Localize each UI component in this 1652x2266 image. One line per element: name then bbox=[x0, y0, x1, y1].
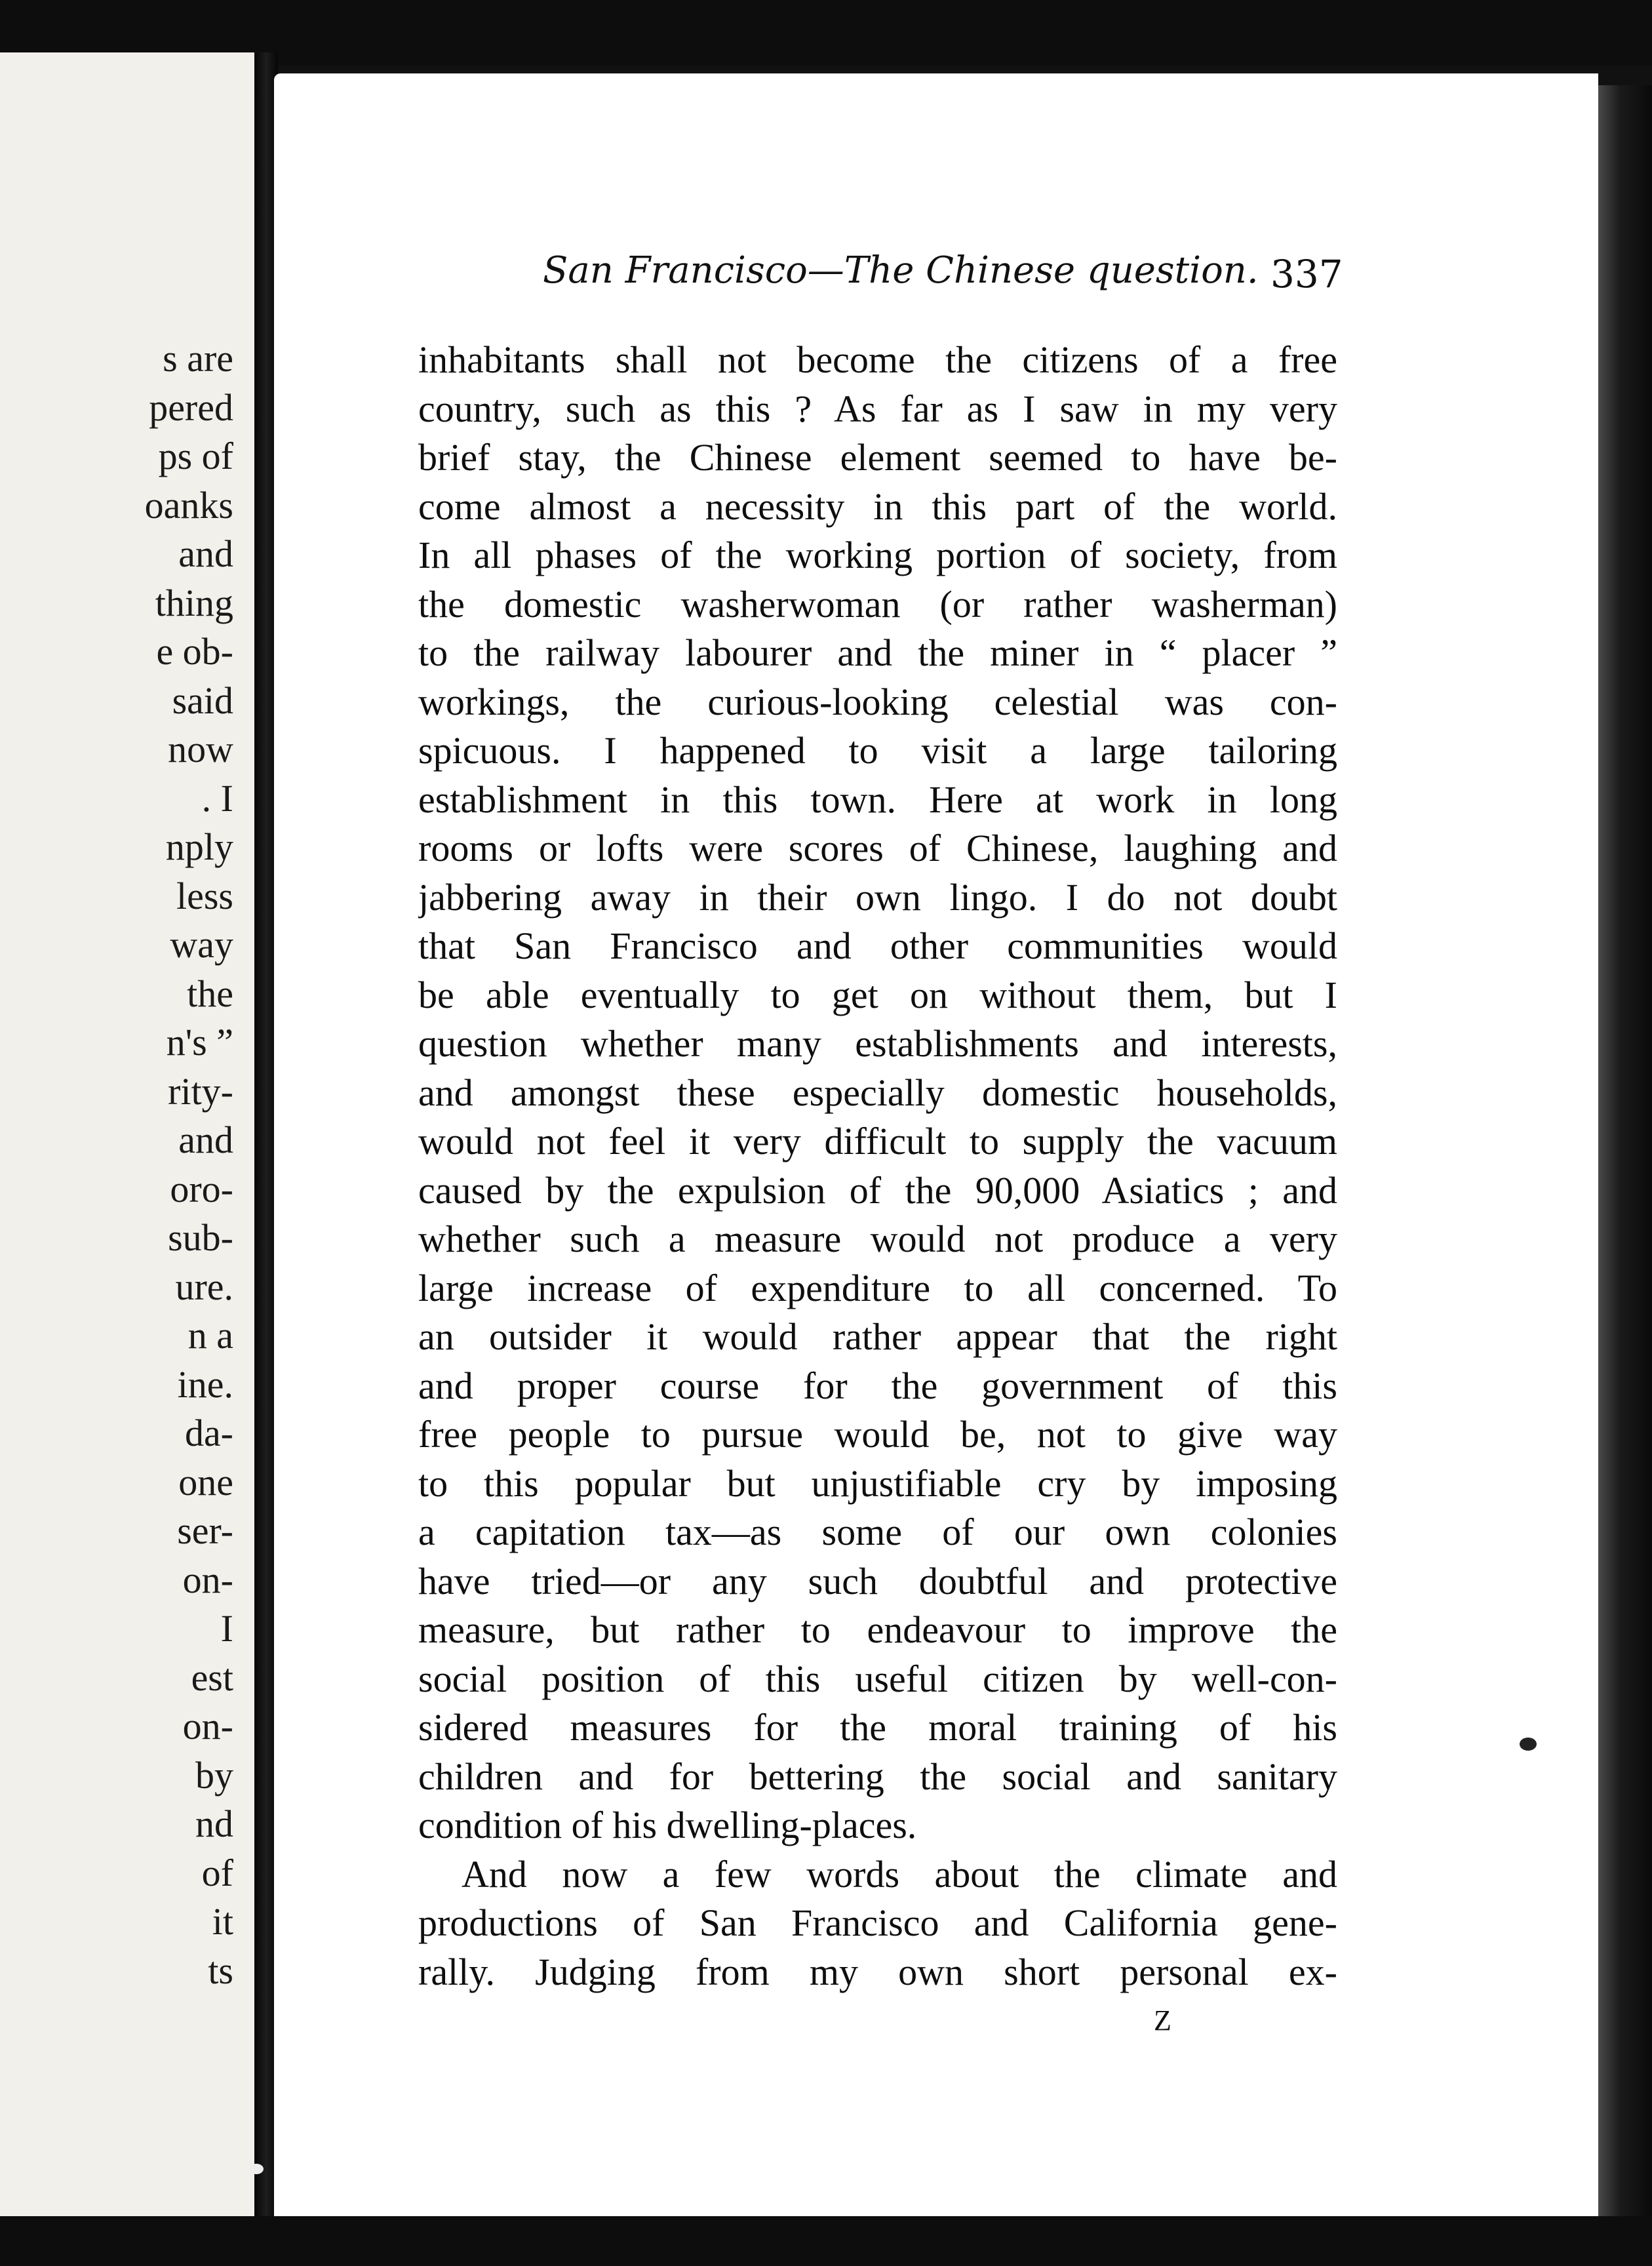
left-text-line: n's ” bbox=[166, 1021, 233, 1063]
ink-speck bbox=[1520, 1738, 1537, 1751]
left-text-line: ure. bbox=[175, 1265, 233, 1308]
text-line: country, such as this ? As far as I saw in my very bbox=[418, 387, 1337, 430]
left-text-line: ine. bbox=[177, 1362, 233, 1406]
left-text-line: and bbox=[178, 1119, 233, 1161]
left-text-line: said bbox=[172, 679, 233, 722]
text-line: a capitation tax—as some of our own colonies bbox=[418, 1511, 1337, 1553]
running-head: San Francisco—The Chinese question. bbox=[543, 249, 1259, 292]
text-line: rooms or lofts were scores of Chinese, laughing and bbox=[418, 827, 1337, 869]
body-text bbox=[418, 336, 1337, 1997]
left-text-line: . I bbox=[201, 776, 233, 820]
left-text-line: da- bbox=[184, 1412, 233, 1454]
left-text-line: nd bbox=[195, 1802, 233, 1845]
text-line: come almost a necessity in this part of the world. bbox=[418, 485, 1337, 528]
text-line: rally. Judging from my own short personal ex- bbox=[418, 1950, 1337, 1993]
text-line: workings, the curious-looking celestial was con- bbox=[418, 680, 1337, 723]
left-text-line: pered bbox=[149, 386, 233, 429]
left-text-line: the bbox=[187, 972, 233, 1015]
text-line: that San Francisco and other communities would bbox=[418, 924, 1337, 967]
text-line: the domestic washerwoman (or rather washerman) bbox=[418, 582, 1337, 626]
left-page-fragment bbox=[0, 52, 257, 2216]
left-text-line: by bbox=[195, 1753, 233, 1797]
text-line: to the railway labourer and the miner in “ placer ” bbox=[418, 631, 1337, 674]
text-line: be able eventually to get on without them, but I bbox=[418, 973, 1337, 1016]
left-text-line: est bbox=[191, 1656, 233, 1699]
text-line: productions of San Francisco and California gene- bbox=[418, 1901, 1337, 1944]
text-line: inhabitants shall not become the citizens of a free bbox=[418, 338, 1337, 381]
text-line: an outsider it would rather appear that the right bbox=[418, 1315, 1337, 1358]
left-text-line: sub- bbox=[168, 1216, 233, 1259]
text-line: and amongst these especially domestic households, bbox=[418, 1071, 1337, 1114]
text-line: In all phases of the working portion of society, from bbox=[418, 534, 1337, 576]
left-page-text bbox=[145, 334, 233, 1995]
left-text-line: oanks bbox=[144, 483, 233, 527]
text-line: condition of his dwelling-places. bbox=[418, 1804, 917, 1846]
text-line: children and for bettering the social and sanitary bbox=[418, 1755, 1337, 1798]
left-text-line: and bbox=[178, 532, 233, 575]
left-text-line: less bbox=[176, 874, 233, 917]
left-text-line: e ob- bbox=[156, 630, 233, 673]
left-text-line: of bbox=[201, 1851, 233, 1894]
ink-speck bbox=[249, 2164, 264, 2174]
left-text-line: it bbox=[212, 1900, 233, 1943]
text-line: have tried—or any such doubtful and protective bbox=[418, 1559, 1337, 1602]
left-text-line: n a bbox=[187, 1314, 233, 1357]
text-line: brief stay, the Chinese element seemed to have be- bbox=[418, 436, 1337, 479]
left-text-line: way bbox=[170, 923, 233, 966]
signature-mark: Z bbox=[1154, 2004, 1171, 2037]
scan-border-bottom bbox=[0, 2216, 1652, 2266]
text-line: question whether many establishments and interests, bbox=[418, 1022, 1337, 1065]
text-line: measure, but rather to endeavour to improve the bbox=[418, 1608, 1337, 1651]
page-edge-shadow bbox=[1598, 85, 1652, 2216]
left-text-line: now bbox=[168, 728, 233, 770]
left-text-line: nply bbox=[165, 825, 233, 868]
left-text-line: ts bbox=[208, 1949, 233, 1992]
text-line: free people to pursue would be, not to give way bbox=[418, 1413, 1337, 1456]
text-line: spicuous. I happened to visit a large tailoring bbox=[418, 729, 1337, 772]
left-text-line: on- bbox=[182, 1705, 233, 1747]
left-text-line: rity- bbox=[168, 1069, 233, 1113]
left-text-line: on- bbox=[182, 1558, 233, 1601]
text-line: large increase of expenditure to all concerned. To bbox=[418, 1266, 1337, 1309]
left-text-line: I bbox=[220, 1607, 233, 1650]
text-line: establishment in this town. Here at work in long bbox=[418, 778, 1337, 821]
left-text-line: thing bbox=[155, 581, 233, 624]
page-number: 337 bbox=[1270, 252, 1343, 296]
text-line: jabbering away in their own lingo. I do not doubt bbox=[418, 875, 1337, 919]
left-text-line: ps of bbox=[158, 435, 233, 477]
text-line: social position of this useful citizen by well-con- bbox=[418, 1657, 1337, 1700]
text-line: sidered measures for the moral training of his bbox=[418, 1706, 1337, 1749]
text-line: caused by the expulsion of the 90,000 Asiatics ; and bbox=[418, 1168, 1337, 1212]
text-line: whether such a measure would not produce a very bbox=[418, 1218, 1337, 1260]
text-line: to this popular but unjustifiable cry by imposing bbox=[418, 1461, 1337, 1505]
text-line: and proper course for the government of this bbox=[418, 1364, 1337, 1407]
left-text-line: ser- bbox=[177, 1509, 233, 1552]
left-text-line: oro- bbox=[170, 1167, 233, 1210]
text-line: would not feel it very difficult to supply the vacuum bbox=[418, 1120, 1337, 1163]
left-text-line: one bbox=[178, 1460, 233, 1503]
text-line: And now a few words about the climate and bbox=[462, 1852, 1337, 1896]
left-text-line: s are bbox=[163, 337, 233, 380]
